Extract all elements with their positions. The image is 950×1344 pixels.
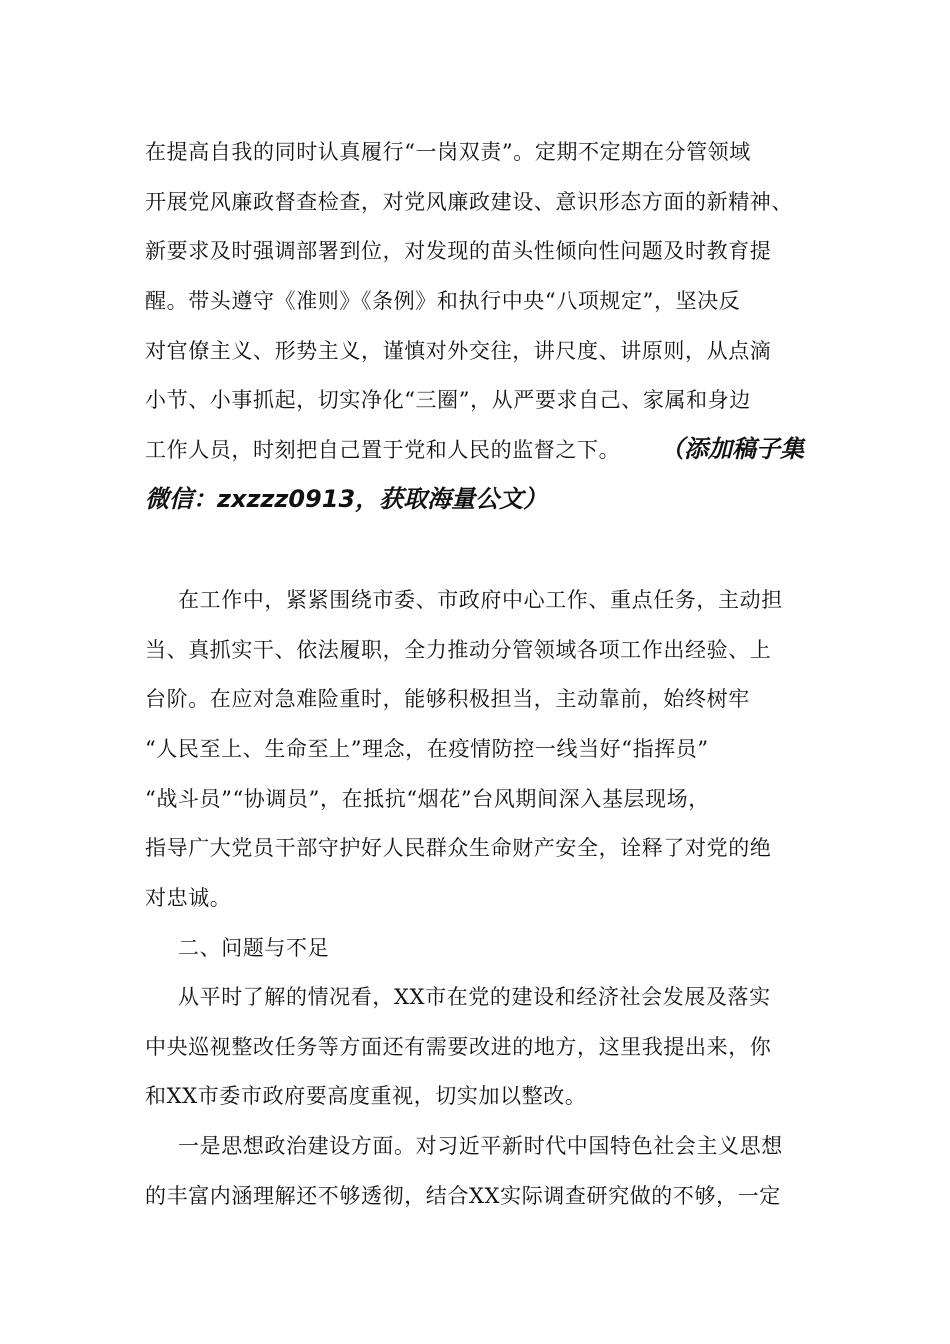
p2-line-5: “战斗员”“协调员”，在抵抗“烟花”台风期间深入基层现场， — [145, 787, 710, 811]
promo-note-part1: （添加稿子集 — [660, 435, 804, 463]
p2-line-1: 在工作中，紧紧围绕市委、市政府中心工作、重点任务，主动担 — [178, 588, 783, 612]
p3-line-2: 中央巡视整改任务等方面还有需要改进的地方，这里我提出来，你 — [145, 1035, 772, 1059]
p1-line-3: 新要求及时强调部署到位，对发现的苗头性倾向性问题及时教育提 — [145, 239, 772, 263]
p2-line-6: 指导广大党员干部守护好人民群众生命财产安全，诠释了对党的绝 — [145, 836, 772, 860]
p2-line-7: 对忠诚。 — [145, 886, 232, 910]
p1-line-2: 开展党风廉政督查检查，对党风廉政建设、意识形态方面的新精神、 — [145, 190, 793, 214]
p1-line-7: 工作人员，时刻把自己置于党和人民的监督之下。 — [145, 438, 621, 462]
p2-line-3: 台阶。在应对急难险重时，能够积极担当，主动靠前，始终树牢 — [145, 687, 750, 711]
p3-line-1: 从平时了解的情况看，XX市在党的建设和经济社会发展及落实 — [178, 985, 771, 1009]
p2-line-2: 当、真抓实干、依法履职，全力推动分管领域各项工作出经验、上 — [145, 638, 772, 662]
p1-line-6: 小节、小事抓起，切实净化“三圈”，从严要求自己、家属和身边 — [145, 388, 751, 412]
p4-line-2: 的丰富内涵理解还不够透彻，结合XX实际调查研究做的不够，一定 — [145, 1184, 781, 1208]
p4-line-1: 一是思想政治建设方面。对习近平新时代中国特色社会主义思想 — [178, 1134, 783, 1158]
promo-note-part2: 微信：zxzzz0913，获取海量公文） — [145, 485, 548, 513]
p1-line-1: 在提高自我的同时认真履行“一岗双责”。定期不定期在分管领域 — [145, 140, 751, 164]
p2-line-4: “人民至上、生命至上”理念，在疫情防控一线当好“指挥员” — [145, 737, 709, 761]
p3-line-3: 和XX市委市政府要高度重视，切实加以整改。 — [145, 1084, 587, 1108]
section-heading: 二、问题与不足 — [178, 936, 330, 960]
p1-line-4: 醒。带头遵守《准则》《条例》和执行中央“八项规定”，坚决反 — [145, 289, 741, 313]
p1-line-5: 对官僚主义、形势主义，谨慎对外交往，讲尺度、讲原则，从点滴 — [145, 339, 772, 363]
